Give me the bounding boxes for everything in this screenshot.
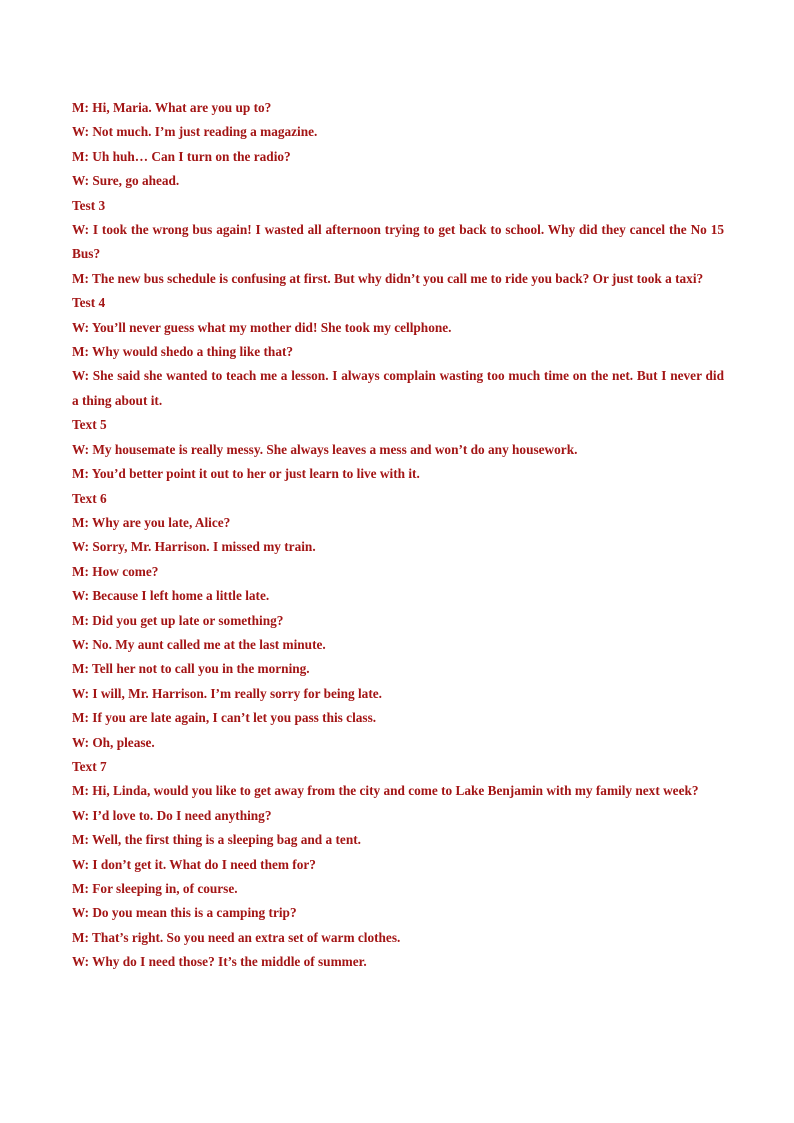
dialogue-line: W: She said she wanted to teach me a lesson. I always complain wasting too much time on the net. But I never did a thing about it. xyxy=(72,368,724,408)
dialogue-line: W: Not much. I’m just reading a magazine. xyxy=(72,124,318,140)
dialogue-line: M: Hi, Linda, would you like to get away from the city and come to Lake Benjamin with my family next week? xyxy=(72,783,699,799)
dialogue-line: M: Tell her not to call you in the morning. xyxy=(72,661,310,677)
dialogue-line: W: Sure, go ahead. xyxy=(72,173,180,189)
dialogue-line: W: You’ll never guess what my mother did! She took my cellphone. xyxy=(72,319,452,335)
dialogue-line: W: Because I left home a little late. xyxy=(72,588,270,604)
dialogue-line: M: If you are late again, I can’t let you pass this class. xyxy=(72,710,377,726)
section-heading-text-6: Text 6 xyxy=(72,490,107,506)
dialogue-line: M: The new bus schedule is confusing at first. But why didn’t you call me to ride you back? Or just took a taxi? xyxy=(72,270,704,286)
dialogue-line: M: Uh huh… Can I turn on the radio? xyxy=(72,148,291,164)
dialogue-line: W: Do you mean this is a camping trip? xyxy=(72,905,297,921)
section-heading-test-4: Test 4 xyxy=(72,295,106,311)
dialogue-line: W: I took the wrong bus again! I wasted all afternoon trying to get back to school. Why did they cancel the No 15 Bus? xyxy=(72,222,724,262)
dialogue-line: M: Hi, Maria. What are you up to? xyxy=(72,100,272,115)
dialogue-line: M: For sleeping in, of course. xyxy=(72,881,238,896)
dialogue-line: W: I don’t get it. What do I need them for? xyxy=(72,856,316,872)
dialogue-line: M: That’s right. So you need an extra set of warm clothes. xyxy=(72,929,401,945)
dialogue-line: W: Oh, please. xyxy=(72,734,155,750)
dialogue-line: W: I will, Mr. Harrison. I’m really sorry for being late. xyxy=(72,685,382,701)
dialogue-line: W: No. My aunt called me at the last minute. xyxy=(72,636,326,652)
dialogue-line: W: Sorry, Mr. Harrison. I missed my train. xyxy=(72,539,316,555)
dialogue-line: M: Why would shedo a thing like that? xyxy=(72,344,294,360)
dialogue-line: W: Why do I need those? It’s the middle of summer. xyxy=(72,954,367,970)
dialogue-line: M: Did you get up late or something? xyxy=(72,612,284,628)
section-heading-text-7: Text 7 xyxy=(72,758,107,774)
dialogue-line: M: Why are you late, Alice? xyxy=(72,514,231,530)
transcript-page xyxy=(72,96,724,975)
dialogue-line: M: Well, the first thing is a sleeping bag and a tent. xyxy=(72,832,361,848)
dialogue-line: W: I’d love to. Do I need anything? xyxy=(72,807,272,823)
dialogue-line: M: How come? xyxy=(72,563,159,579)
dialogue-line: W: My housemate is really messy. She always leaves a mess and won’t do any housework. xyxy=(72,441,578,457)
dialogue-line: M: You’d better point it out to her or just learn to live with it. xyxy=(72,466,420,482)
section-heading-test-3: Test 3 xyxy=(72,197,106,213)
section-heading-text-5: Text 5 xyxy=(72,417,107,433)
